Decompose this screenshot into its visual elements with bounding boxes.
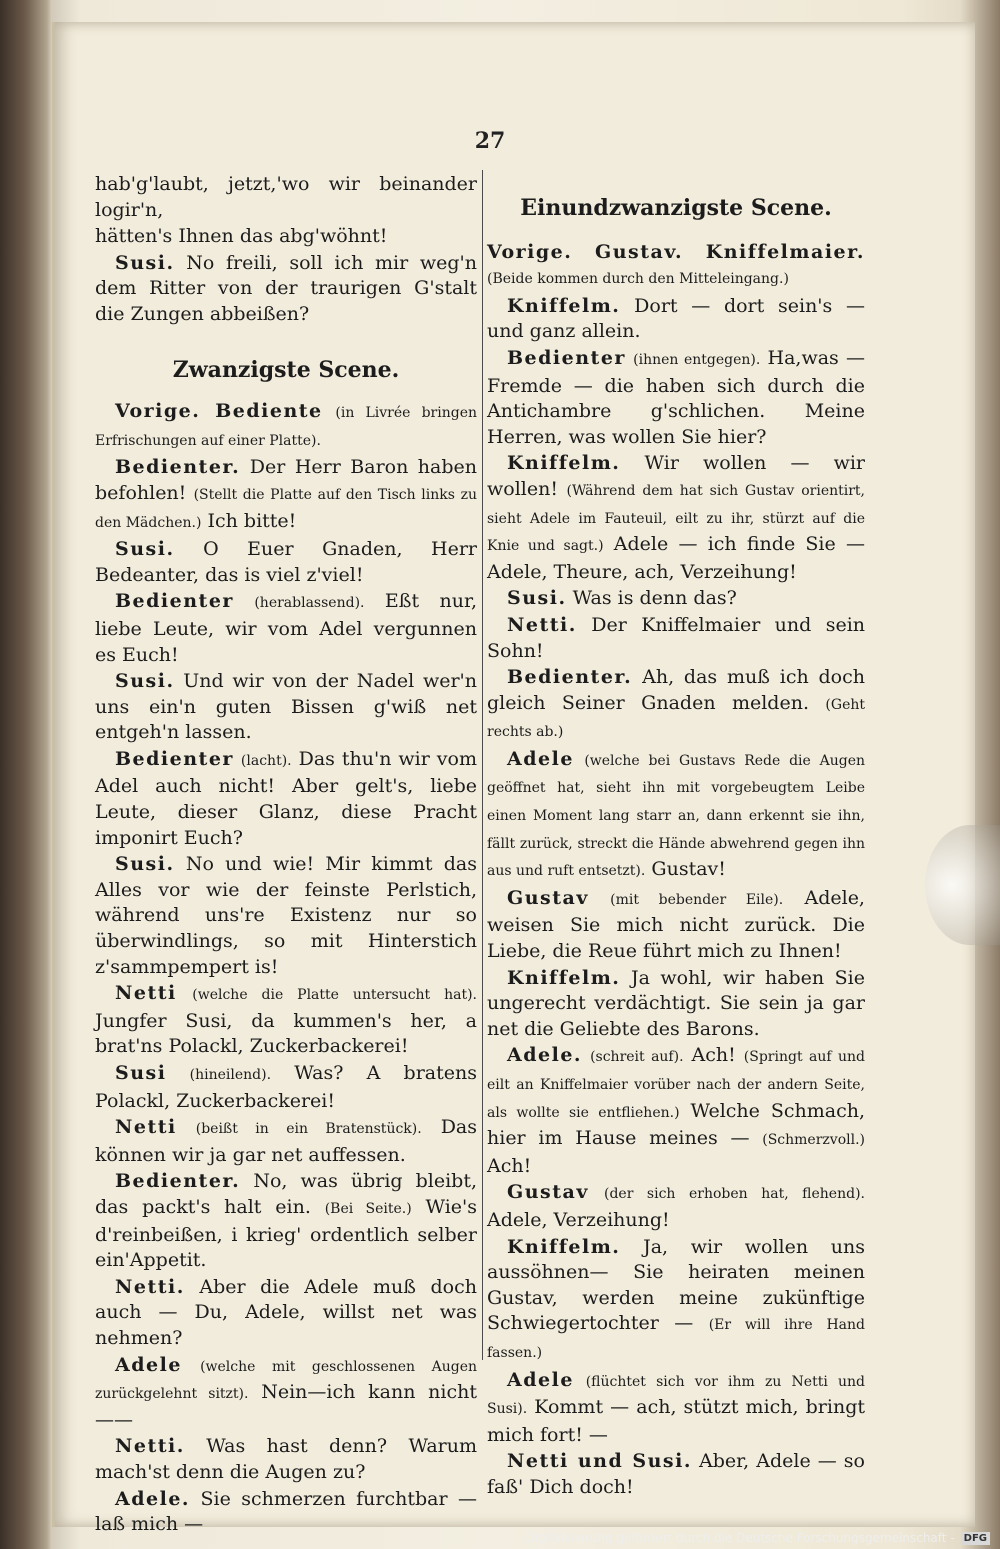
speech-susi bbox=[487, 586, 865, 612]
speech-adele bbox=[95, 1353, 477, 1434]
speech-text: Und wir von der Nadel wer'n uns ein'n guten Bissen g'wiß net entgeh'n lassen. bbox=[95, 670, 477, 744]
speaker-name: Bedienter. bbox=[115, 456, 241, 479]
speech-bedienter bbox=[95, 589, 477, 668]
speech-text: No und wie! Mir kimmt das Alles vor wie der feinste Perlstich, während uns're Existenz nur so überwindlings, so mit Hinterstich z'sammpempert is! bbox=[95, 853, 477, 978]
continued-line-1: hab'g'laubt, jetzt,'wo wir beinander logir'n, bbox=[95, 173, 477, 221]
speech-text: No freili, soll ich mir weg'n dem Ritter von der traurigen G'stalt die Zungen abbeißen? bbox=[95, 251, 477, 325]
speech-text: Welche Schmach, hier im Hause meines — bbox=[487, 1099, 865, 1150]
continued-line-2: hätten's Ihnen das abg'wöhnt! bbox=[95, 225, 388, 248]
speaker-name: Bedienter. bbox=[115, 1170, 241, 1193]
speaker-name: Adele bbox=[507, 747, 574, 770]
speech-text: Ja wohl, wir haben Sie ungerecht verdächtigt. Sie sein ja gar net die Geliebte des Barons. bbox=[487, 966, 866, 1040]
speech-text: Aber, Adele — so faß' Dich doch! bbox=[487, 1450, 865, 1498]
stage-direction: (Während dem hat sich Gustav orientirt, sieht Adele im Fauteuil, eilt zu ihr, stürzt auf die Knie und sagt.) bbox=[487, 482, 865, 555]
speech-susi bbox=[95, 251, 477, 328]
speech-susi bbox=[95, 669, 477, 746]
speaker-name: Kniffelm. bbox=[507, 294, 621, 317]
speech-text: Jungfer Susi, da kummen's her, a brat'ns Polackl, Zuckerbackerei! bbox=[95, 1009, 477, 1058]
stage-direction: (welche die Platte untersucht hat). bbox=[192, 987, 477, 1004]
speaker-name: Bedienter. bbox=[507, 666, 633, 689]
stage-direction: (Stellt die Platte auf den Tisch links zu den Mädchen.) bbox=[95, 486, 477, 531]
stage-direction: (Springt auf und eilt an Kniffelmaier vorüber nach der andern Seite, als wollte sie entfliehen.) bbox=[487, 1049, 865, 1121]
speech-text: Ha,was — Fremde — die haben sich durch die Antichambre g'schlichen. Meine Herren, was wollen Sie hier? bbox=[487, 346, 865, 448]
speech-text: Gustav! bbox=[651, 858, 726, 881]
speech-bedienter bbox=[487, 665, 865, 746]
speech-text: Dort — dort sein's — und ganz allein. bbox=[487, 294, 865, 343]
footer-credit: Digitalisierung gefördert durch die Deutsche Forschungsgemeinschaft - bbox=[525, 1531, 955, 1545]
scene-heading: Einundzwanzigste Scene. bbox=[520, 195, 832, 221]
speaker-name: Susi bbox=[115, 1062, 167, 1084]
speech-susi bbox=[95, 537, 477, 588]
speech-kniffelm bbox=[487, 1235, 865, 1367]
stage-direction: (lacht). bbox=[240, 752, 292, 769]
stage-direction: (ihnen entgegen). bbox=[633, 351, 761, 368]
speech-text: Ah, das muß ich doch gleich Seiner Gnaden melden. bbox=[487, 666, 865, 714]
speech-text: Ach! bbox=[691, 1044, 736, 1067]
left-column bbox=[95, 172, 477, 1539]
speech-text: Adele — ich finde Sie — Adele, Theure, ach, Verzeihung! bbox=[487, 533, 865, 583]
speech-text: Der Kniffelmaier und sein Sohn! bbox=[487, 613, 866, 662]
speech-text: O Euer Gnaden, Herr Bedeanter, das is viel z'viel! bbox=[95, 538, 477, 586]
stage-direction: (beißt in ein Bratenstück). bbox=[195, 1121, 422, 1138]
speaker-name: Netti und Susi. bbox=[507, 1450, 692, 1473]
cast-names: Vorige. Gustav. Kniffelmaier. bbox=[487, 240, 865, 263]
stage-direction: (herablassend). bbox=[254, 595, 365, 612]
speaker-name: Netti bbox=[115, 1116, 177, 1139]
page-number: 27 bbox=[474, 128, 506, 154]
speech-netti bbox=[95, 981, 477, 1060]
speaker-name: Kniffelm. bbox=[507, 452, 621, 475]
speech-bedienter bbox=[95, 455, 477, 536]
speech-text: Ja, wir wollen uns aussöhnen— Sie heiraten meinen Gustav, werden meine zukünftige Schwiegertochter — bbox=[487, 1235, 865, 1335]
speech-kniffelm bbox=[487, 294, 865, 345]
speaker-name: Bedienter bbox=[115, 590, 234, 613]
speech-text: Wir wollen — wir wollen! bbox=[487, 452, 866, 500]
stage-direction: (Schmerzvoll.) bbox=[762, 1132, 865, 1149]
speaker-name: Kniffelm. bbox=[507, 966, 621, 989]
speech-text: Was? A bratens Polackl, Zuckerbackerei! bbox=[95, 1062, 477, 1112]
speech-kniffelm bbox=[487, 966, 865, 1043]
stage-direction: (mit bebender Eile). bbox=[610, 891, 784, 908]
speech-adele bbox=[95, 1487, 477, 1538]
speech-text: Sie schmerzen furchtbar — laß mich — bbox=[95, 1487, 478, 1536]
speech-text: Was is denn das? bbox=[572, 587, 737, 610]
speech-netti-susi bbox=[487, 1449, 865, 1500]
speech-kniffelm bbox=[487, 451, 865, 585]
speech-susi bbox=[95, 1061, 477, 1114]
speech-text: Ach! bbox=[487, 1154, 532, 1177]
speech-netti bbox=[95, 1275, 477, 1352]
speaker-name: Netti bbox=[115, 982, 177, 1005]
speech-text: Nein—ich kann nicht—— bbox=[95, 1381, 478, 1431]
speaker-name: Bedienter bbox=[115, 747, 234, 770]
speaker-name: Susi. bbox=[115, 853, 175, 876]
digitization-footer bbox=[526, 1531, 991, 1545]
stage-direction: (Bei Seite.) bbox=[324, 1200, 412, 1217]
speech-text: Das thu'n wir vom Adel auch nicht! Aber gelt's, liebe Leute, dieser Glanz, diese Pracht imponirt Euch? bbox=[95, 747, 477, 849]
speech-bedienter bbox=[95, 1169, 477, 1273]
speaker-name: Adele. bbox=[115, 1487, 191, 1510]
speech-text: Der Herr Baron haben befohlen! bbox=[95, 456, 477, 504]
speaker-name: Susi. bbox=[115, 538, 175, 561]
stage-direction: (hineilend). bbox=[189, 1067, 272, 1083]
speaker-name: Gustav bbox=[507, 886, 589, 909]
speech-netti bbox=[95, 1115, 477, 1168]
speech-text: Eßt nur, liebe Leute, wir vom Adel vergunnen es Euch! bbox=[95, 590, 477, 666]
speech-adele bbox=[487, 1043, 865, 1179]
speaker-name: Netti. bbox=[115, 1275, 185, 1298]
stage-direction: (welche bei Gustavs Rede die Augen geöffnet hat, sieht ihn mit vorgebeugtem Leibe einen Moment lang starr an, dann erkennt sie ihn, fällt zurück, streckt die Hände abwehrend gegen ihn aus und ruft entsetzt). bbox=[487, 752, 865, 880]
speech-adele bbox=[487, 1368, 865, 1449]
speech-text: Wie's d'reinbeißen, i krieg' ordentlich selber ein'Appetit. bbox=[95, 1195, 477, 1272]
speaker-name: Adele. bbox=[507, 1044, 583, 1067]
speaker-name: Netti. bbox=[115, 1435, 185, 1458]
speech-text: Ich bitte! bbox=[207, 509, 297, 532]
speaker-name: Gustav bbox=[507, 1181, 589, 1204]
stage-direction: (flüchtet sich vor ihm zu Netti und Susi). bbox=[487, 1373, 865, 1418]
speech-text: Adele, weisen Sie mich nicht zurück. Die Liebe, die Reue führt mich zu Ihnen! bbox=[487, 886, 865, 963]
scene-heading: Zwanzigste Scene. bbox=[172, 356, 400, 383]
speech-text: Kommt — ach, stützt mich, bringt mich fort! — bbox=[487, 1396, 865, 1446]
speaker-name: Susi. bbox=[115, 670, 175, 693]
cast-names: Vorige. Bediente bbox=[115, 400, 323, 423]
speaker-name: Bedienter bbox=[507, 346, 626, 369]
speaker-name: Kniffelm. bbox=[507, 1235, 621, 1258]
stage-direction: (in Livrée bringen Erfrischungen auf einer Platte). bbox=[95, 405, 477, 449]
speech-bedienter bbox=[487, 346, 865, 450]
speech-netti bbox=[487, 613, 865, 664]
speech-netti bbox=[95, 1434, 477, 1485]
stage-direction: (schreit auf). bbox=[590, 1049, 684, 1066]
speaker-name: Adele bbox=[115, 1353, 182, 1376]
stage-direction: (Beide kommen durch den Mitteleingang.) bbox=[487, 271, 789, 288]
speech-text: Aber die Adele muß doch auch — Du, Adele, willst net was nehmen? bbox=[95, 1275, 477, 1349]
stage-direction: (der sich erhoben hat, flehend). bbox=[604, 1186, 865, 1203]
speaker-name: Netti. bbox=[507, 613, 577, 636]
dfg-logo-icon: DFG bbox=[961, 1532, 990, 1545]
right-column bbox=[487, 172, 865, 1502]
speech-text: No, was übrig bleibt, das packt's halt ein. bbox=[95, 1170, 477, 1218]
speaker-name: Susi. bbox=[115, 251, 175, 274]
cast-list bbox=[95, 399, 477, 454]
speech-text: Was hast denn? Warum mach'st denn die Augen zu? bbox=[95, 1435, 477, 1483]
column-divider bbox=[482, 170, 483, 1360]
speech-text: Das können wir ja gar net auffessen. bbox=[95, 1116, 478, 1166]
speech-bedienter bbox=[95, 747, 477, 851]
cast-list bbox=[487, 240, 865, 293]
speech-gustav bbox=[487, 886, 865, 965]
speech-susi bbox=[95, 852, 477, 980]
speech-text: Adele, Verzeihung! bbox=[487, 1208, 670, 1231]
speech-gustav bbox=[487, 1180, 865, 1233]
stage-direction: (Geht rechts ab.) bbox=[487, 696, 865, 741]
speaker-name: Adele bbox=[507, 1368, 574, 1391]
stage-direction: (welche mit geschlossenen Augen zurückgelehnt sitzt). bbox=[95, 1358, 477, 1403]
stage-direction: (Er will ihre Hand fassen.) bbox=[487, 1317, 865, 1361]
book-spine bbox=[0, 0, 52, 1549]
speech-adele bbox=[487, 747, 865, 885]
speaker-name: Susi. bbox=[507, 587, 567, 610]
